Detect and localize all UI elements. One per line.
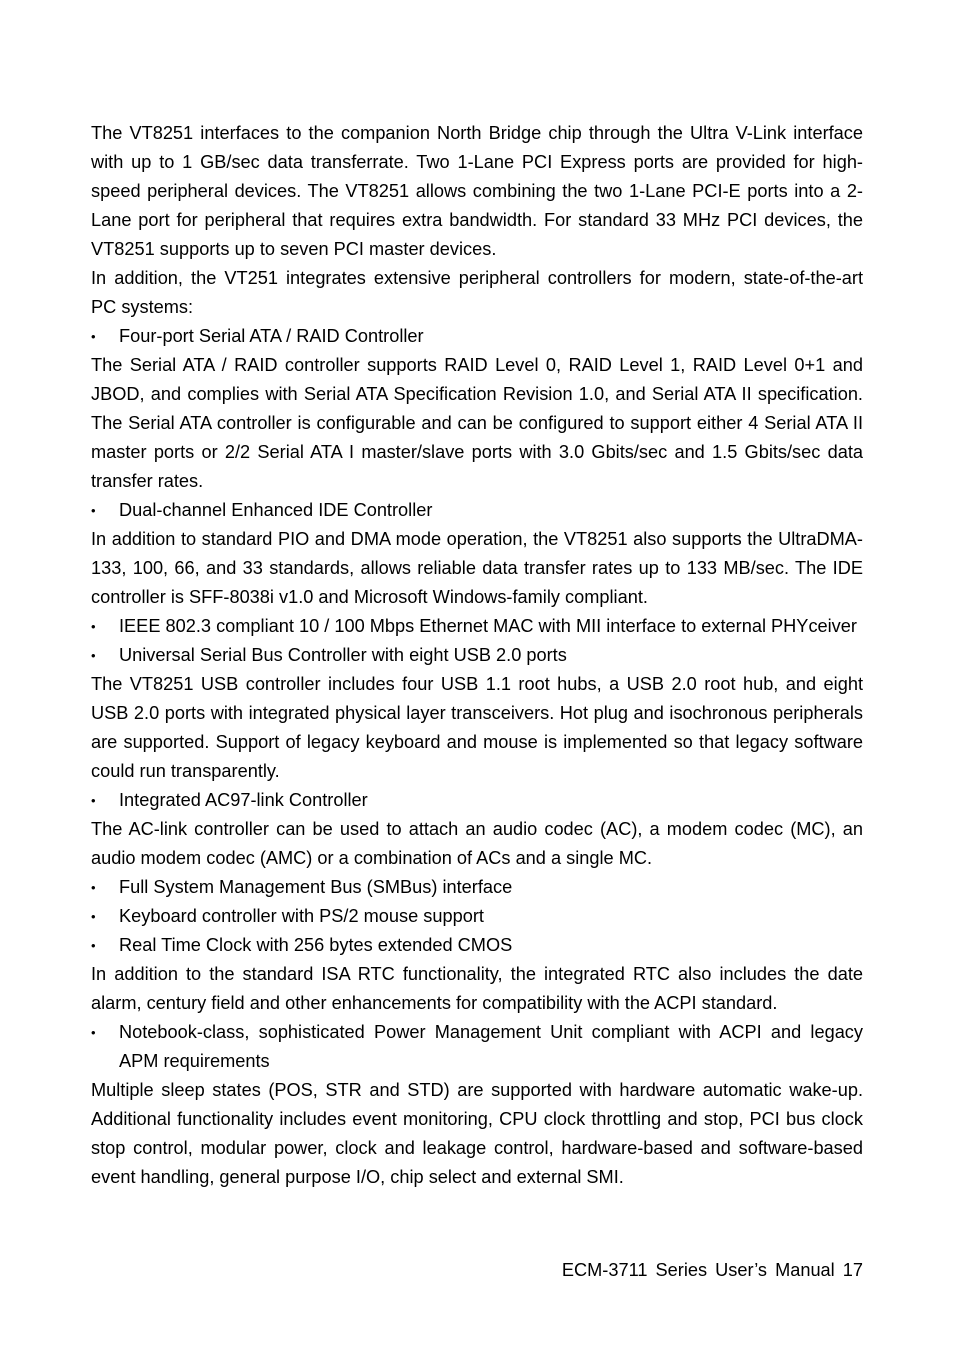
bullet-text: Notebook-class, sophisticated Power Management Unit compliant with ACPI and legacy APM requirements bbox=[119, 1022, 863, 1071]
paragraph: The Serial ATA / RAID controller supports RAID Level 0, RAID Level 1, RAID Level 0+1 and JBOD, and complies with Serial ATA Specification Revision 1.0, and Serial ATA II specification. The Serial ATA controller is configurable and can be configured to support either 4 Serial ATA II master ports or 2/2 Serial ATA I master/slave ports with 3.0 Gbits/sec and 1.5 Gbits/sec data transfer rates. bbox=[91, 355, 863, 491]
bullet-icon: • bbox=[91, 619, 96, 634]
bullet-text: Real Time Clock with 256 bytes extended CMOS bbox=[119, 935, 513, 955]
bullet-icon: • bbox=[91, 880, 96, 895]
bullet-text: Universal Serial Bus Controller with eight USB 2.0 ports bbox=[119, 645, 567, 665]
paragraph: The VT8251 USB controller includes four USB 1.1 root hubs, a USB 2.0 root hub, and eight USB 2.0 ports with integrated physical layer transceivers. Hot plug and isochronous peripherals are supported. Support of legacy keyboard and mouse is implemented so that legacy software could run transparently. bbox=[91, 674, 863, 781]
bullet-icon: • bbox=[91, 329, 96, 344]
bullet-text: Keyboard controller with PS/2 mouse support bbox=[119, 906, 484, 926]
bullet-item bbox=[91, 496, 863, 525]
bullet-item bbox=[91, 641, 863, 670]
bullet-text: Integrated AC97-link Controller bbox=[119, 790, 368, 810]
document-body bbox=[91, 119, 863, 1192]
bullet-text: Four-port Serial ATA / RAID Controller bbox=[119, 326, 424, 346]
paragraph: The AC-link controller can be used to attach an audio codec (AC), a modem codec (MC), an audio modem codec (AMC) or a combination of ACs and a single MC. bbox=[91, 819, 863, 868]
bullet-item bbox=[91, 931, 863, 960]
bullet-icon: • bbox=[91, 1025, 96, 1040]
bullet-item bbox=[91, 1018, 863, 1076]
paragraph: In addition, the VT251 integrates extensive peripheral controllers for modern, state-of-the-art PC systems: bbox=[91, 268, 863, 317]
bullet-icon: • bbox=[91, 938, 96, 953]
bullet-icon: • bbox=[91, 503, 96, 518]
paragraph: In addition to the standard ISA RTC functionality, the integrated RTC also includes the date alarm, century field and other enhancements for compatibility with the ACPI standard. bbox=[91, 964, 863, 1013]
bullet-item bbox=[91, 612, 863, 641]
bullet-item bbox=[91, 902, 863, 931]
bullet-item bbox=[91, 322, 863, 351]
bullet-icon: • bbox=[91, 909, 96, 924]
paragraph: Multiple sleep states (POS, STR and STD) are supported with hardware automatic wake-up. Additional functionality includes event monitoring, CPU clock throttling and stop, PCI bus clock stop control, modular power, clock and leakage control, hardware-based and software-based event handling, general purpose I/O, chip select and external SMI. bbox=[91, 1080, 863, 1187]
page-footer: ECM-3711 Series User’s Manual 17 bbox=[561, 1260, 863, 1280]
paragraph: In addition to standard PIO and DMA mode operation, the VT8251 also supports the UltraDMA-133, 100, 66, and 33 standards, allows reliable data transfer rates up to 133 MB/sec. The IDE controller is SFF-8038i v1.0 and Microsoft Windows-family compliant. bbox=[91, 529, 863, 607]
bullet-item bbox=[91, 786, 863, 815]
bullet-text: IEEE 802.3 compliant 10 / 100 Mbps Ethernet MAC with MII interface to external PHYceiver bbox=[119, 616, 857, 636]
bullet-text: Dual-channel Enhanced IDE Controller bbox=[119, 500, 433, 520]
paragraph: The VT8251 interfaces to the companion North Bridge chip through the Ultra V-Link interface with up to 1 GB/sec data transferrate. Two 1-Lane PCI Express ports are provided for high-speed peripheral devices. The VT8251 allows combining the two 1-Lane PCI-E ports into a 2-Lane port for peripheral that requires extra bandwidth. For standard 33 MHz PCI devices, the VT8251 supports up to seven PCI master devices. bbox=[91, 123, 863, 259]
bullet-icon: • bbox=[91, 648, 96, 663]
bullet-item bbox=[91, 873, 863, 902]
bullet-icon: • bbox=[91, 793, 96, 808]
bullet-text: Full System Management Bus (SMBus) interface bbox=[119, 877, 513, 897]
